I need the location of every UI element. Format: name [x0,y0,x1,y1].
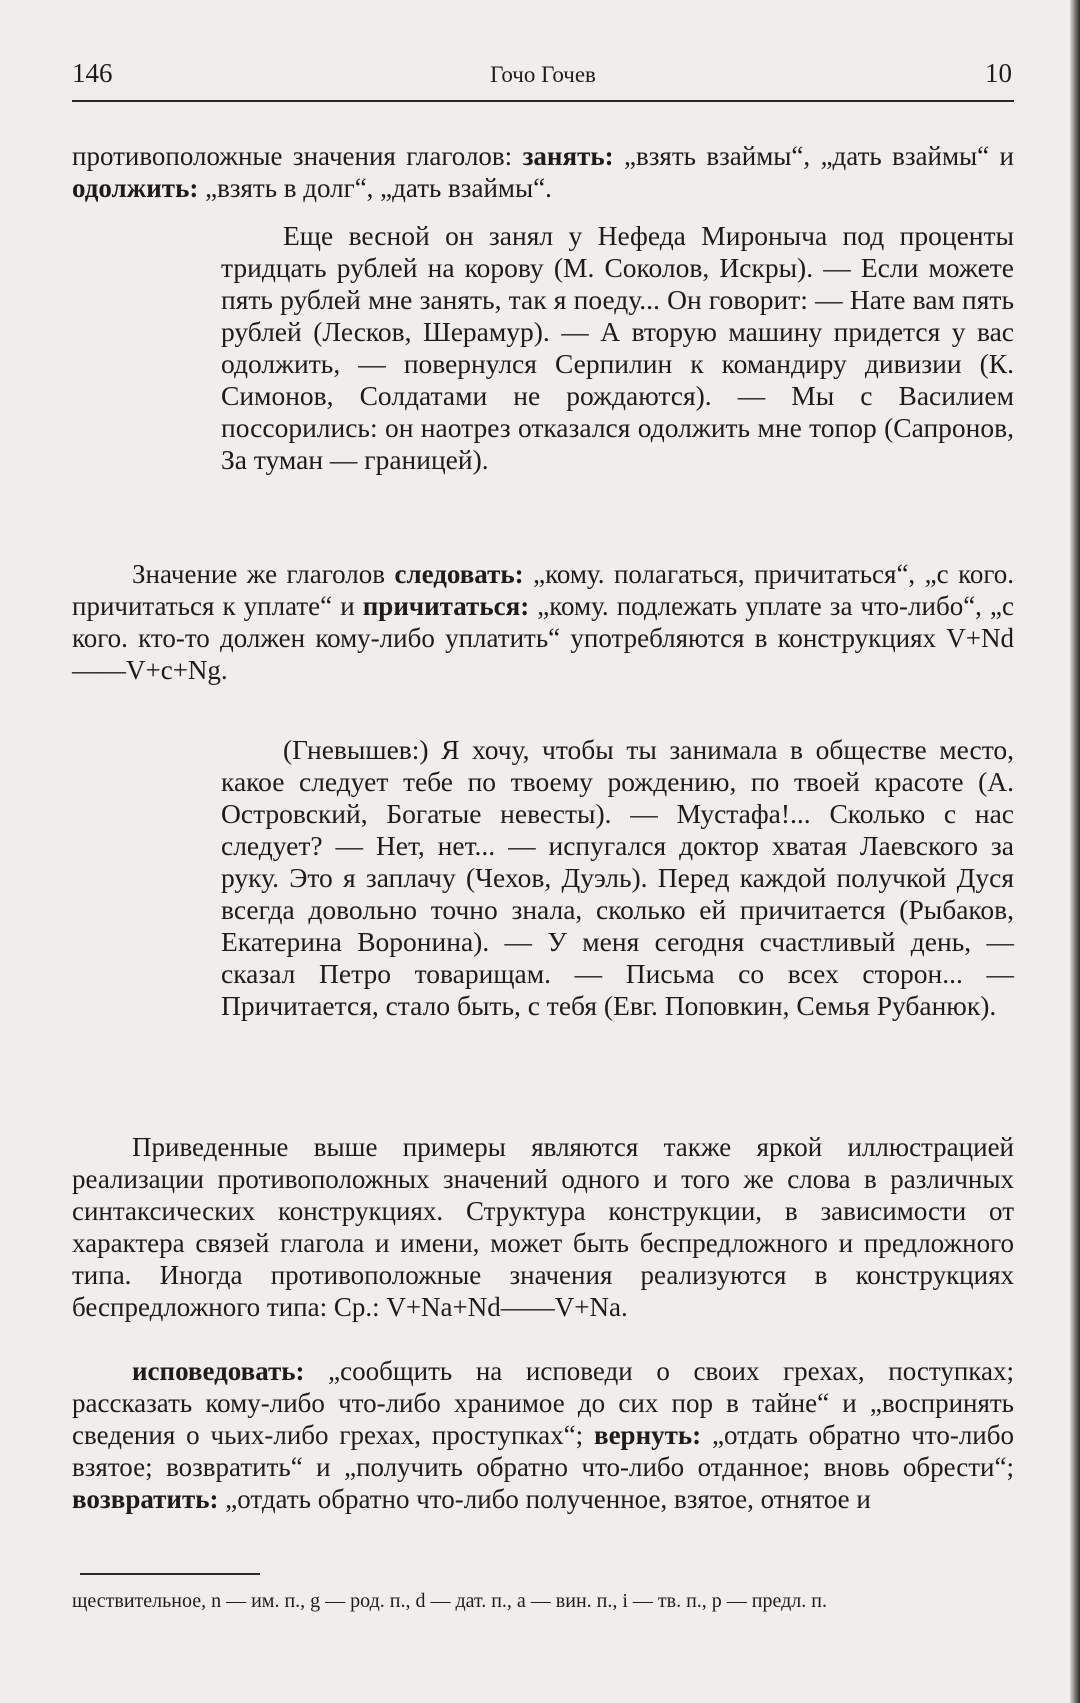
paragraph-sledovat [72,558,1014,686]
page-number: 146 [72,58,113,88]
chapter-number: 10 [985,58,1012,88]
page-edge-shadow [1070,0,1080,1703]
example-quote-2 [221,734,1014,1022]
term-vernut: вернуть: [593,1420,702,1450]
term-sledovat: следовать: [394,559,524,589]
footnote [72,1586,1014,1616]
term-prichitatsya: причитаться: [362,591,530,621]
example-quote-1 [221,220,1014,476]
text-run: „взять в долг“, „дать взаймы“. [198,173,552,203]
paragraph-text: Приведенные выше примеры являются также яркой иллюстрацией реализации противоположных значений одного и того же слова в различных синтаксических конструкциях. Структура конструкции, в зависимости от характера связей глагола и имени, может быть беспредложного и предложного типа. Иногда противоположные значения реализуются в конструкциях беспредложного типа: Ср.: V+Na+Nd——V+Na. [72,1132,1014,1322]
term-vozvratit: возвратить: [72,1484,219,1514]
text-run: „сообщить на исповеди о своих грехах, поступках; рассказать кому-либо что-либо хранимое до сих пор в тайне“ и „воспринять сведения о чьих-либо грехах, проступках“; [72,1356,1014,1450]
text-run: „кому. полагаться, причитаться“, „с кого. причитаться к уплате“ и [72,559,1014,621]
text-run: противоположные значения глаголов: [72,141,523,171]
text-run: „взять взаймы“, „дать взаймы“ и [613,141,1014,171]
running-title: Гочо Гочев [490,62,596,87]
text-run: „отдать обратно что-либо полученное, взятое, отнятое и [218,1484,871,1514]
text-run: „отдать обратно что-либо взятое; возвратить“ и „получить обратно что-либо отданное; вновь обрести“; [72,1420,1014,1482]
quote-text: (Гневышев:) Я хочу, чтобы ты занимала в обществе место, какое следует тебе по твоему рождению, по твоей красоте (А. Островский, Богатые невесты). — Мустафа!... Сколько с нас следует? — Нет, нет... — испугался доктор хватая Лаевского за руку. Это я заплачу (Чехов, Дуэль). Перед каждой получкой Дуся всегда довольно точно знала, сколько ей причитается (Рыбаков, Екатерина Воронина). — У меня сегодня счастливый день, — сказал Петро товарищам. — Письма со всех сторон... — Причитается, стало быть, с тебя (Евг. Поповкин, Семья Рубанюк). [221,734,1014,1021]
term-ispovedovat: исповедовать: [132,1356,305,1386]
running-header [72,48,1014,102]
footnote-rule [80,1573,260,1575]
term-zanyat: занять: [522,141,614,171]
text-run: Значение же глаголов [132,559,395,589]
term-odolzhit: одолжить: [72,173,199,203]
text-run: „кому. подлежать уплате за что-либо“, „с кого. кто-то должен кому-либо уплатить“ употребляются в конструкциях V+Nd——V+c+Ng. [72,591,1014,685]
intro-paragraph [72,140,1014,204]
quote-text: Еще весной он занял у Нефеда Мироныча под проценты тридцать рублей на корову (М. Соколов, Искры). — Если можете пять рублей мне занять, так я поеду... Он говорит: — Нате вам пять рублей (Лесков, Шерамур). — А вторую машину придется у вас одолжить, — повернулся Серпилин к командиру дивизии (К. Симонов, Солдатами не рождаются). — Мы с Василием поссорились: он наотрез отказался одолжить мне топор (Сапронов, За туман — границей). [221,220,1014,475]
paragraph-examples [72,1131,1014,1323]
paragraph-ispovedovat [72,1355,1014,1515]
footnote-text: ществительное, n — им. п., g — род. п., d — дат. п., a — вин. п., i — тв. п., p — предл. п. [72,1590,827,1612]
